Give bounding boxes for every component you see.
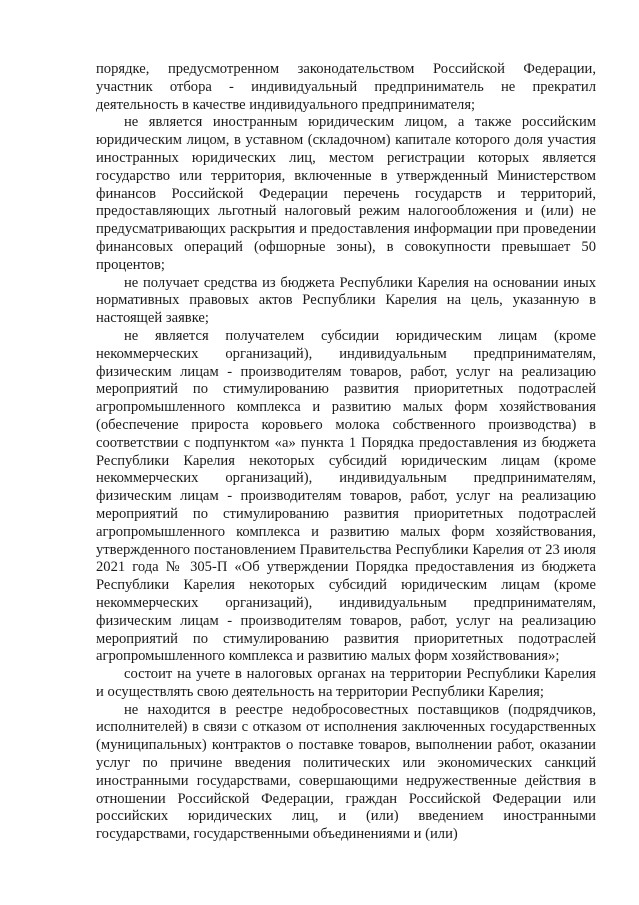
paragraph-6: не находится в реестре недобросовестных поставщиков (подрядчиков, исполнителей) в связи с отказом от исполнения заключенных государственных (муниципальных) контрактов о поставке товаров, выполнении работ, оказании услуг по причине введения политических или экономических санкций иностранными государствами, совершающими недружественные действия в отношении Российской Федерации, граждан Российской Федерации или российских юридических лиц, и (или) введением иностранными государствами, государственными объединениями и (или) <box>96 701 596 843</box>
paragraph-2: не является иностранным юридическим лицом, а также российским юридическим лицом, в уставном (складочном) капитале которого доля участия иностранных юридических лиц, местом регистрации которых является государство или территория, включенные в утвержденный Министерством финансов Российской Федерации перечень государств и территорий, предоставляющих льготный налоговый режим налогообложения и (или) не предусматривающих раскрытия и предоставления информации при проведении финансовых операций (офшорные зоны), в совокупности превышает 50 процентов; <box>96 114 596 273</box>
paragraph-4: не является получателем субсидии юридическим лицам (кроме некоммерческих организаций), индивидуальным предпринимателям, физическим лицам - производителям товаров, работ, услуг на реализацию мероприятий по стимулированию развития приоритетных подотраслей агропромышленного комплекса и развитию малых форм хозяйствования (обеспечение прироста коровьего молока собственного производства) в соответствии с подпунктом «а» пункта 1 Порядка предоставления из бюджета Республики Карелия некоторых субсидий юридическим лицам (кроме некоммерческих организаций), индивидуальным предпринимателям, физическим лицам - производителям товаров, работ, услуг на реализацию мероприятий по стимулированию развития приоритетных подотраслей агропромышленного комплекса и развитию малых форм хозяйствования, утвержденного постановлением Правительства Республики Карелия от 23 июля 2021 года № 305-П «Об утверждении Порядка предоставления из бюджета Республики Карелия некоторых субсидий юридическим лицам (кроме некоммерческих организаций), индивидуальным предпринимателям, физическим лицам - производителям товаров, работ, услуг на реализацию мероприятий по стимулированию развития приоритетных подотраслей агропромышленного комплекса и развитию малых форм хозяйствования»; <box>96 327 596 665</box>
paragraph-5: состоит на учете в налоговых органах на территории Республики Карелия и осуществлять свою деятельность на территории Республики Карелия; <box>96 666 596 700</box>
paragraph-1: порядке, предусмотренном законодательством Российской Федерации, участник отбора - индивидуальный предприниматель не прекратил деятельность в качестве индивидуального предпринимателя; <box>96 61 596 113</box>
document-body <box>96 61 596 844</box>
paragraph-3: не получает средства из бюджета Республики Карелия на основании иных нормативных правовых актов Республики Карелия на цель, указанную в настоящей заявке; <box>96 274 596 327</box>
